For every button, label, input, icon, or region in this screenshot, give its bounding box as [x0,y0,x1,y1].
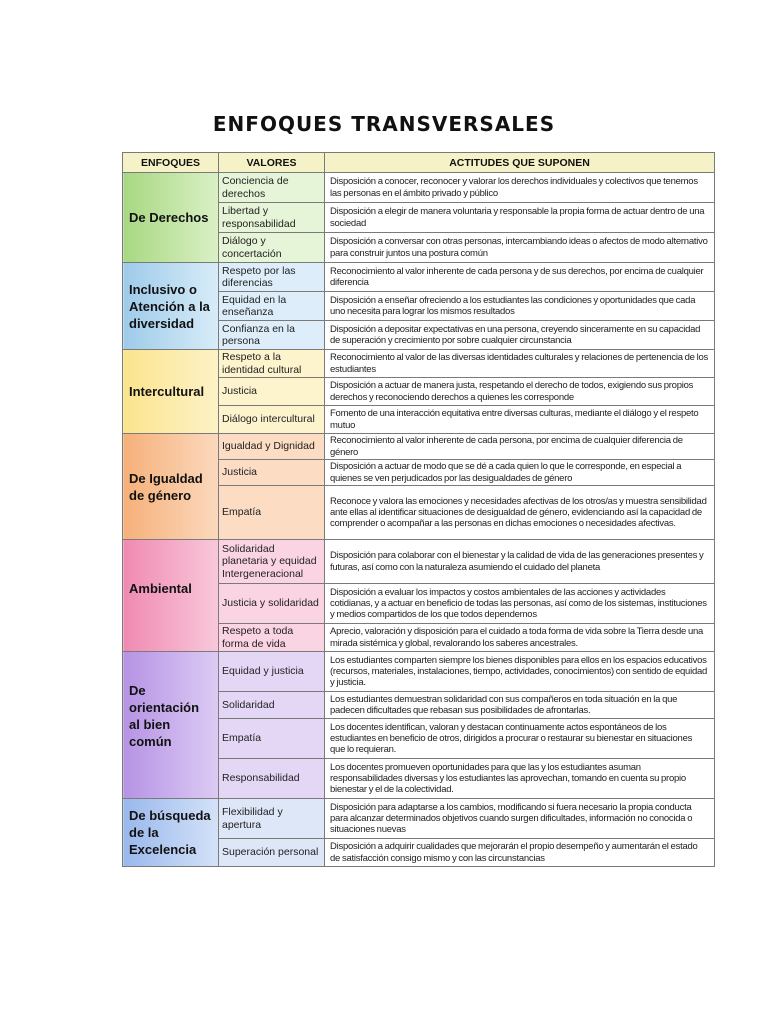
actitud-cell: Disposición a actuar de modo que se dé a cada quien lo que le corresponde, en especial a quienes se ven perjudicados por las desigualdades de género [325,460,715,486]
actitud-cell: Disposición a adquirir cualidades que mejorarán el propio desempeño y aumentarán el estado de satisfacción consigo mismo y con las circunstancias [325,839,715,867]
enfoques-table [122,152,715,867]
valor-cell: Solidaridad [219,692,325,719]
group-derechos [123,173,715,263]
valor-cell: Libertad y responsabilidad [219,203,325,233]
actitud-cell: Disposición a actuar de manera justa, respetando el derecho de todos, exigiendo sus propios derechos y reconociendo derechos a quienes les corresponde [325,378,715,406]
table-row [123,434,715,460]
valor-cell: Flexibilidad y apertura [219,799,325,839]
valor-cell: Respeto por las diferencias [219,263,325,292]
enfoque-cell: De búsqueda de la Excelencia [123,799,219,867]
valor-cell: Igualdad y Dignidad [219,434,325,460]
valor-cell: Justicia [219,460,325,486]
valor-cell: Empatía [219,719,325,759]
valor-cell: Superación personal [219,839,325,867]
actitud-cell: Reconocimiento al valor de las diversas identidades culturales y relaciones de pertenencia de los estudiantes [325,350,715,378]
actitud-cell: Reconoce y valora las emociones y necesidades afectivas de los otros/as y muestra sensibilidad ante ellas al identificar situaciones de desigualdad de género, evidenciando así la capacidad de comprender o acompañar a las personas en dichas emociones o necesidades afectivas. [325,486,715,540]
valor-cell: Solidaridad planetaria y equidad Intergeneracional [219,540,325,584]
enfoque-cell: De Igualdad de género [123,434,219,540]
valor-cell: Responsabilidad [219,759,325,799]
actitud-cell: Disposición a conocer, reconocer y valorar los derechos individuales y colectivos que tenemos las personas en el ámbito privado y público [325,173,715,203]
actitud-cell: Los estudiantes demuestran solidaridad con sus compañeros en toda situación en la que padecen dificultades que rebasan sus posibilidades de afrontarlas. [325,692,715,719]
header-row [123,153,715,173]
actitud-cell: Fomento de una interacción equitativa entre diversas culturas, mediante el diálogo y el respeto mutuo [325,406,715,434]
enfoque-cell: Ambiental [123,540,219,652]
group-igualdad-genero [123,434,715,540]
header-actitudes: ACTITUDES QUE SUPONEN [325,153,715,173]
enfoque-cell: De orientación al bien común [123,652,219,799]
valor-cell: Diálogo y concertación [219,233,325,263]
group-bien-comun [123,652,715,799]
table-row [123,173,715,203]
actitud-cell: Disposición a depositar expectativas en una persona, creyendo sinceramente en su capacidad de superación y crecimiento por sobre cualquier circunstancia [325,321,715,350]
actitud-cell: Disposición a conversar con otras personas, intercambiando ideas o afectos de modo alternativo para construir juntos una postura común [325,233,715,263]
valor-cell: Diálogo intercultural [219,406,325,434]
actitud-cell: Los docentes promueven oportunidades para que las y los estudiantes asuman responsabilidades diversas y los estudiantes las aprovechan, tomando en cuenta su propio bienestar y el de la colectividad. [325,759,715,799]
valor-cell: Respeto a la identidad cultural [219,350,325,378]
header-enfoques: ENFOQUES [123,153,219,173]
group-ambiental [123,540,715,652]
actitud-cell: Aprecio, valoración y disposición para el cuidado a toda forma de vida sobre la Tierra desde una mirada sistémica y global, revalorando los saberes ancestrales. [325,624,715,652]
table-row [123,350,715,378]
actitud-cell: Los estudiantes comparten siempre los bienes disponibles para ellos en los espacios educativos (recursos, materiales, instalaciones, tiempo, actividades, conocimientos) con sentido de equidad y justicia. [325,652,715,692]
valor-cell: Respeto a toda forma de vida [219,624,325,652]
enfoque-cell: Intercultural [123,350,219,434]
header-valores: VALORES [219,153,325,173]
actitud-cell: Disposición a evaluar los impactos y costos ambientales de las acciones y actividades cotidianas, y a actuar en beneficio de todas las personas, así como de los sistemas, instituciones y medios compartidos de los que todos dependemos [325,584,715,624]
valor-cell: Justicia y solidaridad [219,584,325,624]
enfoque-cell: Inclusivo o Atención a la diversidad [123,263,219,350]
actitud-cell: Disposición para colaborar con el bienestar y la calidad de vida de las generaciones presentes y futuras, así como con la naturaleza asumiendo el cuidado del planeta [325,540,715,584]
table-row [123,799,715,839]
table-row [123,540,715,584]
valor-cell: Confianza en la persona [219,321,325,350]
valor-cell: Empatía [219,486,325,540]
valor-cell: Equidad y justicia [219,652,325,692]
valor-cell: Justicia [219,378,325,406]
table-row [123,652,715,692]
actitud-cell: Reconocimiento al valor inherente de cada persona, por encima de cualquier diferencia de género [325,434,715,460]
table-row [123,263,715,292]
group-excelencia [123,799,715,867]
valor-cell: Equidad en la enseñanza [219,292,325,321]
group-inclusivo [123,263,715,350]
actitud-cell: Disposición para adaptarse a los cambios, modificando si fuera necesario la propia conducta para alcanzar determinados objetivos cuando surgen dificultades, información no conocida o situaciones nuevas [325,799,715,839]
document-title: ENFOQUES TRANSVERSALES [212,112,556,136]
valor-cell: Conciencia de derechos [219,173,325,203]
enfoque-cell: De Derechos [123,173,219,263]
actitud-cell: Reconocimiento al valor inherente de cada persona y de sus derechos, por encima de cualquier diferencia [325,263,715,292]
actitud-cell: Disposición a elegir de manera voluntaria y responsable la propia forma de actuar dentro de una sociedad [325,203,715,233]
actitud-cell: Disposición a enseñar ofreciendo a los estudiantes las condiciones y oportunidades que cada uno necesita para lograr los mismos resultados [325,292,715,321]
actitud-cell: Los docentes identifican, valoran y destacan continuamente actos espontáneos de los estudiantes en beneficio de otros, dirigidos a procurar o restaurar su bienestar en situaciones que lo requieran. [325,719,715,759]
group-intercultural [123,350,715,434]
